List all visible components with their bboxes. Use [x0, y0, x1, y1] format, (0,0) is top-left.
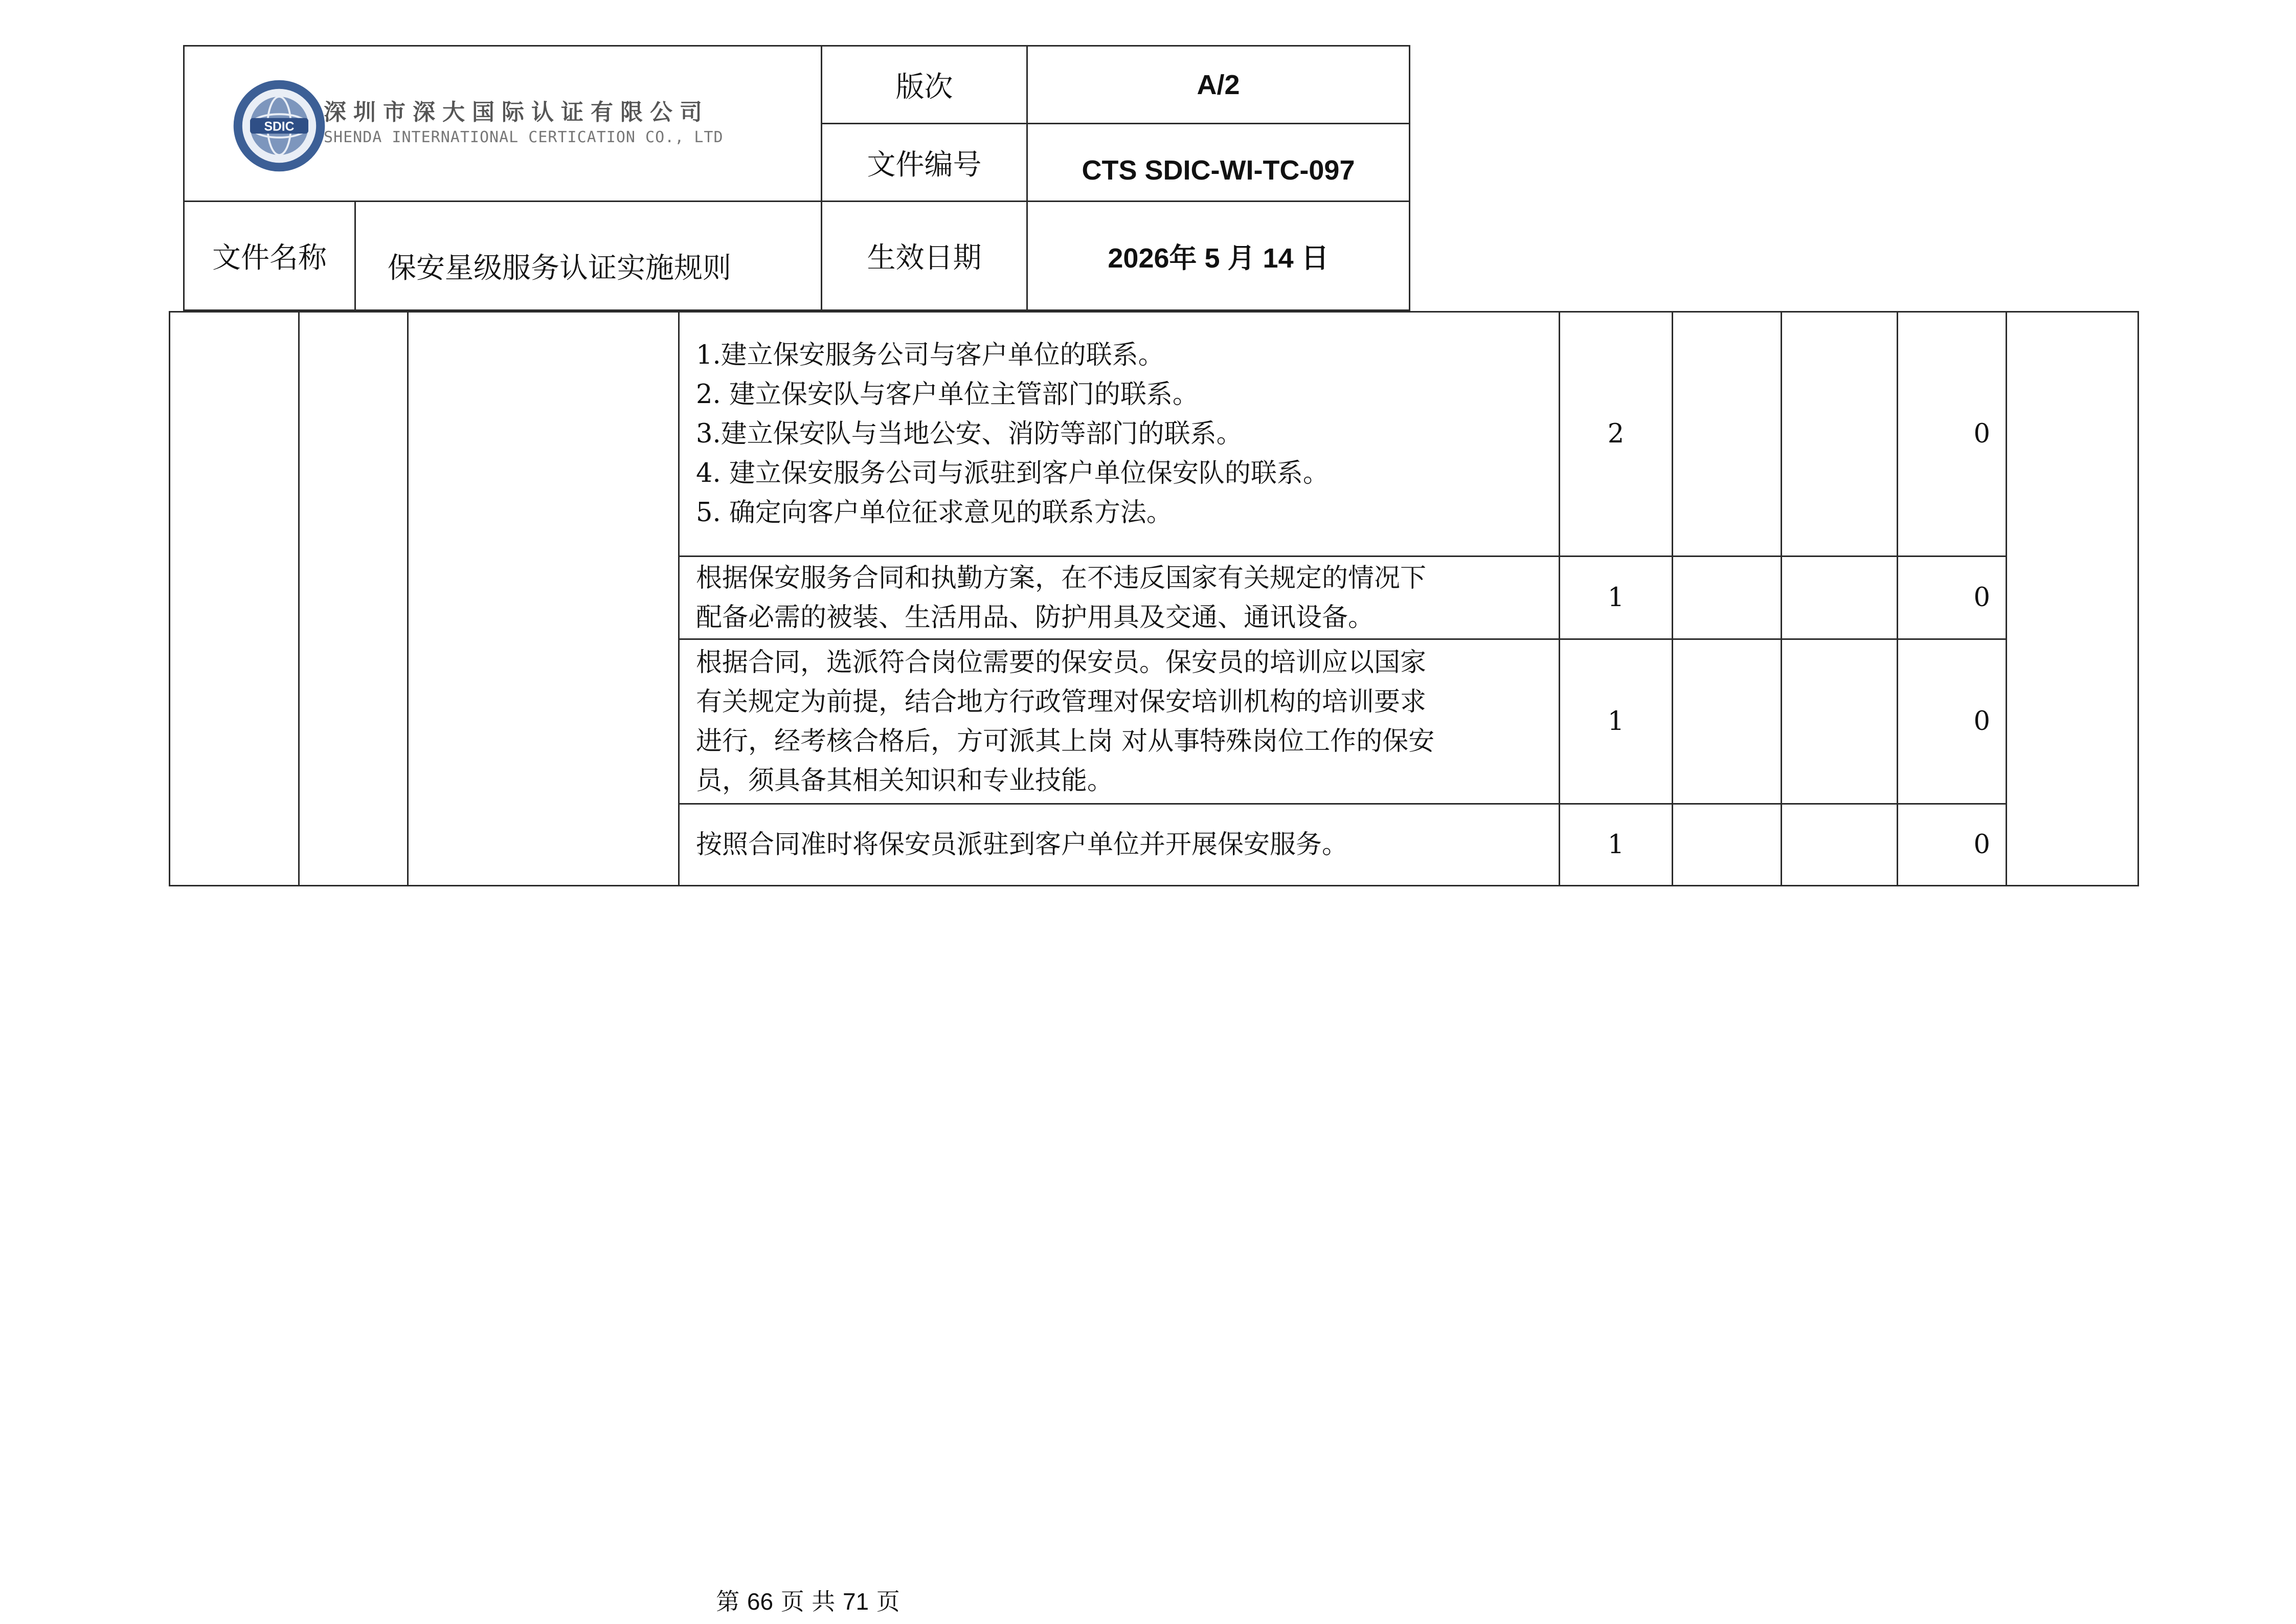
- requirement-line: 1.建立保安服务公司与客户单位的联系。: [696, 340, 1164, 370]
- deduct-cell: 0: [1898, 557, 2007, 639]
- version-value: A/2: [1027, 46, 1410, 124]
- requirement-cell: [679, 639, 1560, 804]
- empty-cell: [1782, 312, 1898, 557]
- document-header: [183, 45, 1410, 311]
- page-footer: [0, 1583, 1616, 1617]
- version-label: 版次: [822, 46, 1027, 124]
- logo-text: SDIC: [264, 120, 295, 134]
- file-name-value: 保安星级服务认证实施规则: [355, 202, 822, 310]
- requirement-line: 3.建立保安队与当地公安、消防等部门的联系。: [696, 419, 1243, 449]
- requirement-line: 根据合同，选派符合岗位需要的保安员。保安员的培训应以国家: [696, 647, 1427, 678]
- empty-cell: [1673, 557, 1782, 639]
- requirement-line: 员，须具备其相关知识和专业技能。: [696, 765, 1114, 796]
- file-number-value: CTS SDIC-WI-TC-097: [1027, 124, 1410, 202]
- requirement-cell: [679, 804, 1560, 886]
- company-logo-icon: [231, 77, 328, 174]
- footer-mid: 页 共: [780, 1588, 836, 1615]
- requirement-line: 有关规定为前提，结合地方行政管理对保安培训机构的培训要求: [696, 686, 1427, 717]
- empty-cell: [1782, 557, 1898, 639]
- requirement-line: 进行，经考核合格后，方可派其上岗 对从事特殊岗位工作的保安: [696, 726, 1435, 757]
- current-page-number: 66: [747, 1588, 774, 1615]
- empty-cell: [1673, 312, 1782, 557]
- requirement-cell: [679, 557, 1560, 639]
- requirements-table: [169, 311, 2139, 886]
- score-cell: 1: [1560, 804, 1673, 886]
- remark-cell: [2007, 312, 2139, 886]
- score-cell: 1: [1560, 557, 1673, 639]
- empty-cell: [1782, 639, 1898, 804]
- requirement-line: 4. 建立保安服务公司与派驻到客户单位保安队的联系。: [696, 458, 1329, 488]
- requirement-line: 2. 建立保安队与客户单位主管部门的联系。: [696, 380, 1199, 410]
- deduct-cell: 0: [1898, 312, 2007, 557]
- requirement-line: 配备必需的被装、生活用品、防护用具及交通、通讯设备。: [696, 602, 1375, 633]
- requirement-line: 5. 确定向客户单位征求意见的联系方法。: [696, 498, 1173, 528]
- subitem-cell: [408, 312, 679, 886]
- file-name-label: 文件名称: [184, 202, 355, 310]
- requirement-line: 根据保安服务合同和执勤方案，在不违反国家有关规定的情况下: [696, 563, 1427, 593]
- item-cell: [299, 312, 408, 886]
- category-cell: [170, 312, 299, 886]
- empty-cell: [1782, 804, 1898, 886]
- file-number-label: 文件编号: [822, 124, 1027, 202]
- total-page-number: 71: [842, 1588, 869, 1615]
- footer-prefix: 第: [716, 1588, 740, 1615]
- requirement-cell: [679, 312, 1560, 557]
- score-cell: 2: [1560, 312, 1673, 557]
- table-row: [170, 312, 2139, 557]
- footer-suffix: 页: [876, 1588, 900, 1615]
- deduct-cell: 0: [1898, 639, 2007, 804]
- empty-cell: [1673, 804, 1782, 886]
- empty-cell: [1673, 639, 1782, 804]
- requirement-line: 按照合同准时将保安员派驻到客户单位并开展保安服务。: [696, 830, 1348, 860]
- score-cell: 1: [1560, 639, 1673, 804]
- company-name-cn: 深圳市深大国际认证有限公司: [324, 99, 709, 125]
- company-logo-cell: [184, 46, 822, 202]
- deduct-cell: 0: [1898, 804, 2007, 886]
- company-name-en: SHENDA INTERNATIONAL CERTICATION CO., LTD: [324, 128, 724, 146]
- effective-date-label: 生效日期: [822, 202, 1027, 310]
- effective-date-value: 2026年 5 月 14 日: [1027, 202, 1410, 310]
